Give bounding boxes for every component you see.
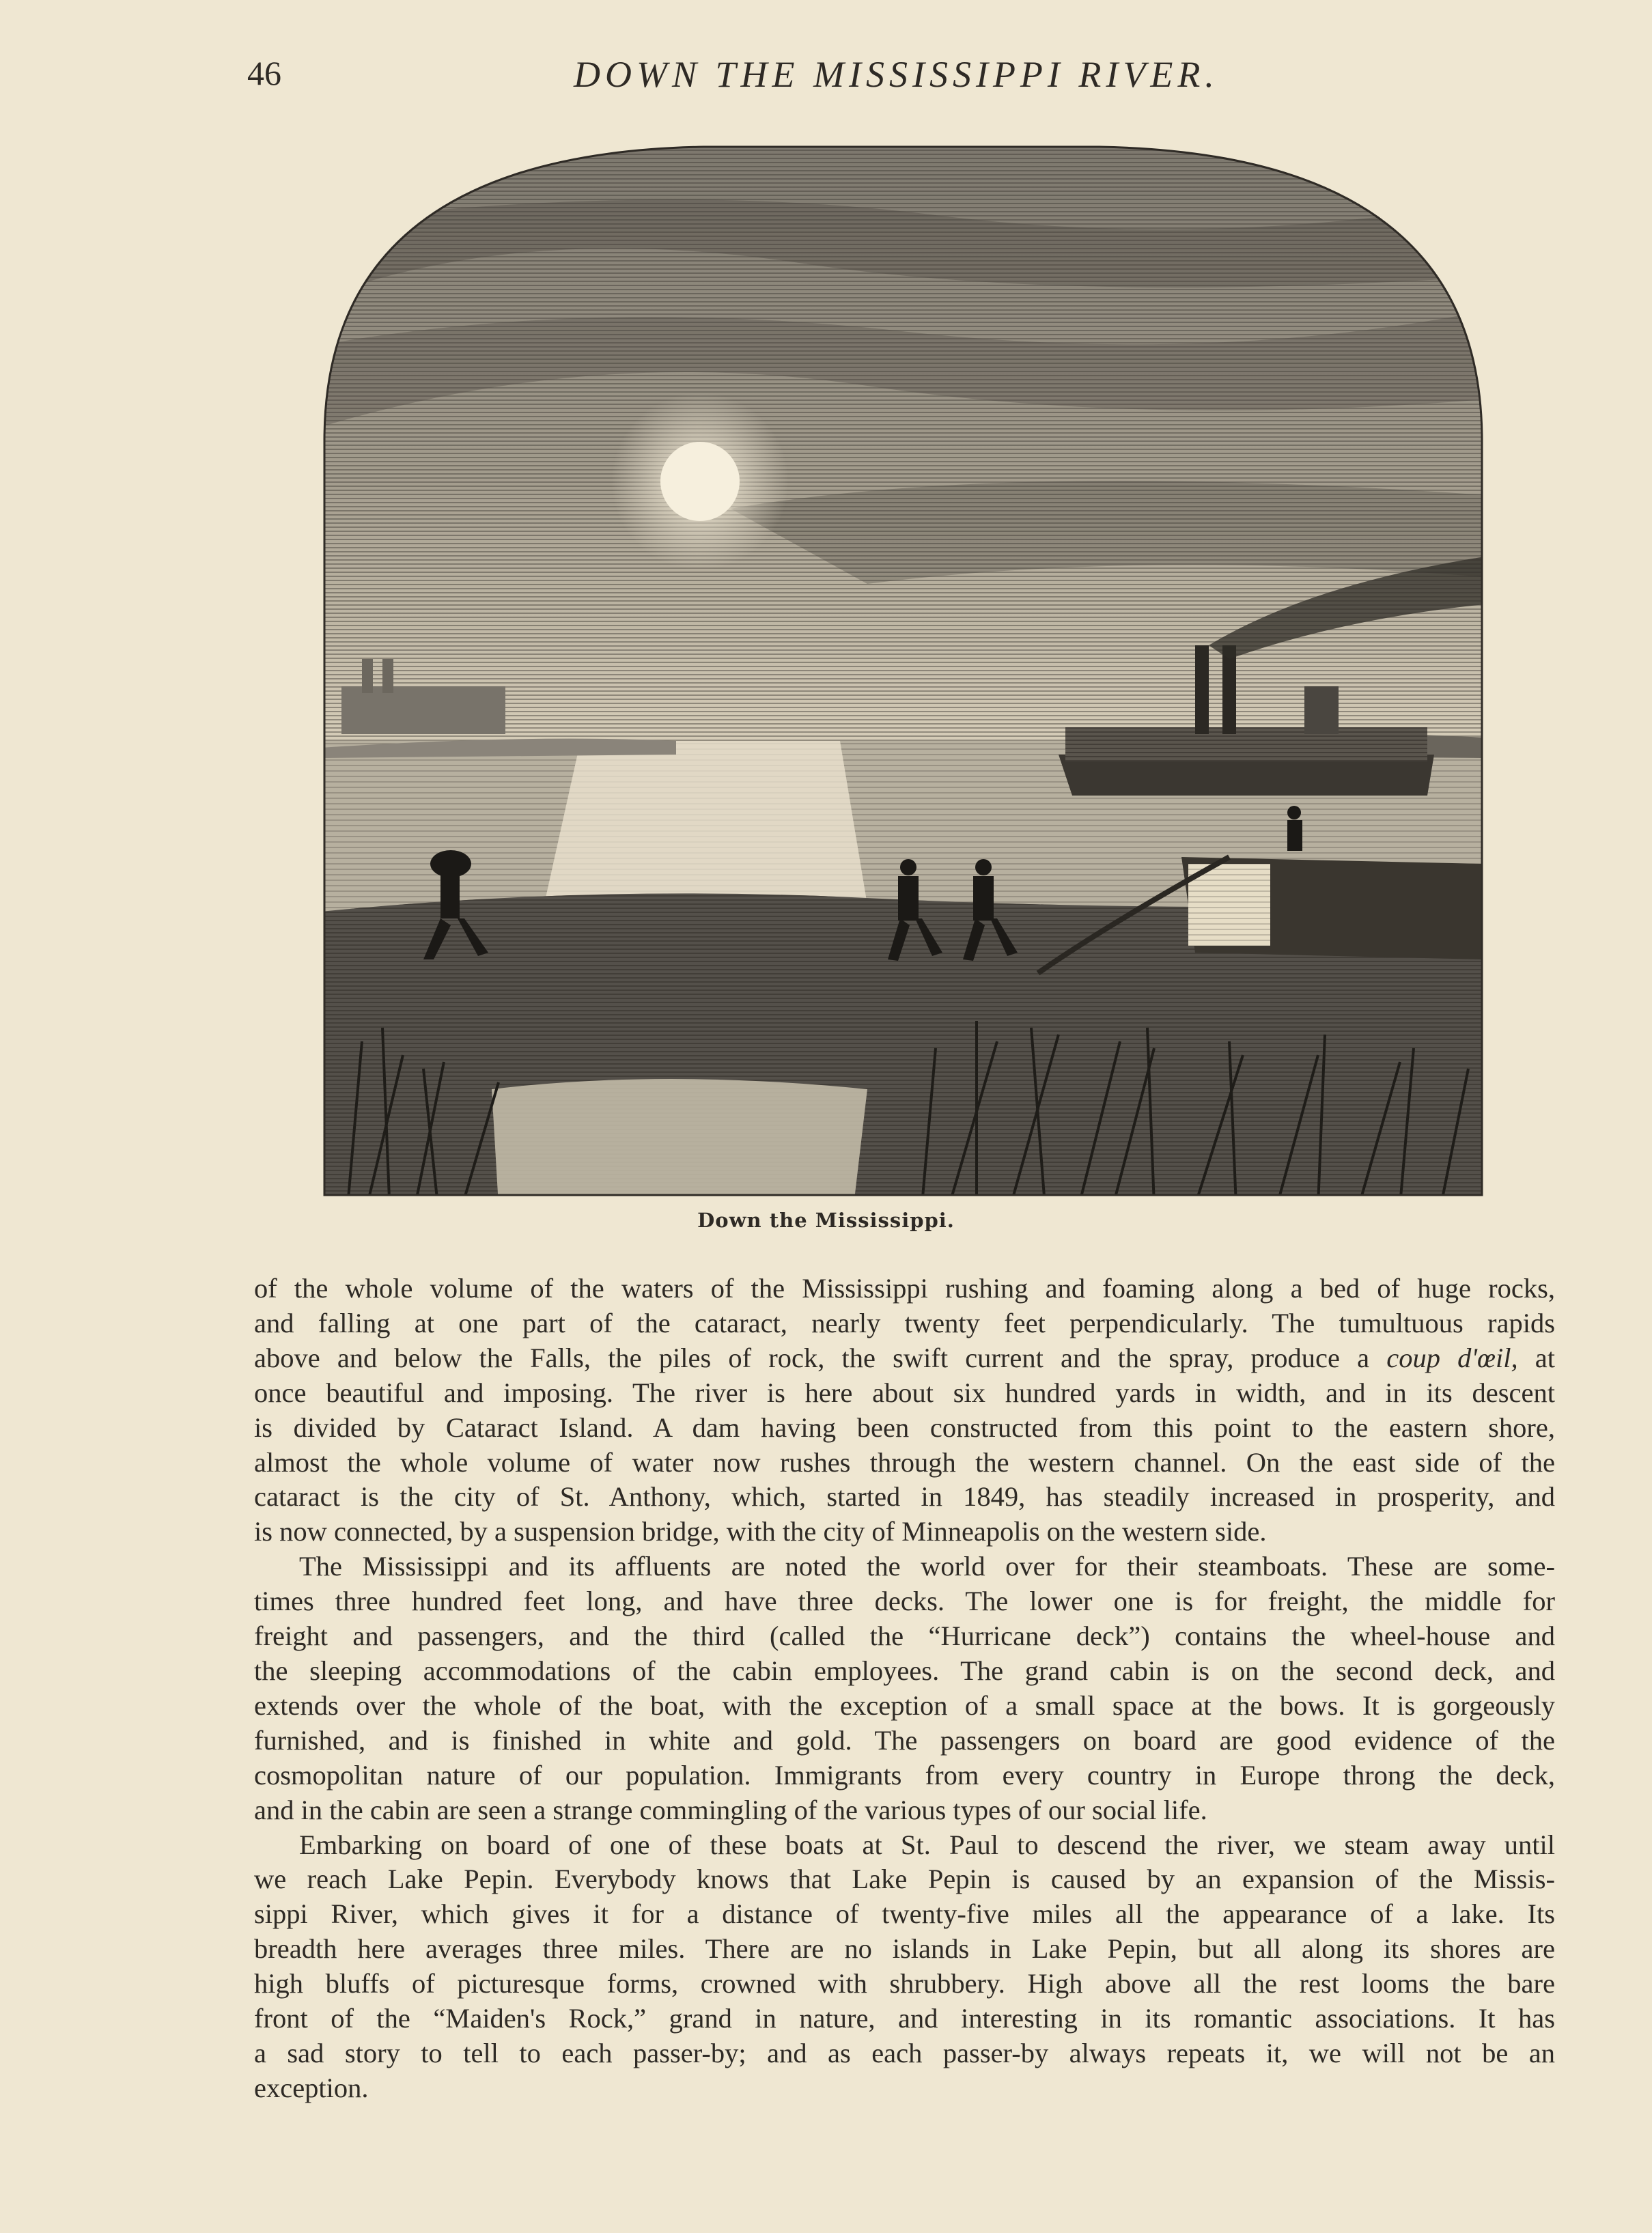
paragraph bbox=[254, 1828, 1555, 2106]
text-line bbox=[254, 1341, 1555, 1376]
text-line: breadth here averages three miles. There are no islands in Lake Pepin, but all along its shores are bbox=[254, 1933, 1555, 1965]
text-line-tail: at bbox=[1517, 1342, 1556, 1373]
engraving-illustration bbox=[321, 140, 1485, 1212]
text-line: cataract is the city of St. Anthony, which, started in 1849, has steadily increased in prosperity, and bbox=[254, 1481, 1555, 1513]
text-line: cosmopolitan nature of our population. Immigrants from every country in Europe throng the deck, bbox=[254, 1759, 1555, 1790]
text-line: furnished, and is finished in white and gold. The passengers on board are good evidence of the bbox=[254, 1724, 1555, 1756]
text-line: and falling at one part of the cataract, nearly twenty feet perpendicularly. The tumultuous rapids bbox=[254, 1307, 1555, 1338]
text-line: we reach Lake Pepin. Everybody knows that Lake Pepin is caused by an expansion of the Missis- bbox=[254, 1864, 1555, 1895]
text-line: and in the cabin are seen a strange commingling of the various types of our social life. bbox=[254, 1794, 1207, 1825]
text-line: high bluffs of picturesque forms, crowned with shrubbery. High above all the rest looms the bare bbox=[254, 1968, 1555, 1999]
text-line: is now connected, by a suspension bridge, with the city of Minneapolis on the western side. bbox=[254, 1516, 1267, 1547]
text-line: extends over the whole of the boat, with the exception of a small space at the bows. It is gorgeously bbox=[254, 1689, 1555, 1721]
paragraph bbox=[254, 1272, 1555, 1549]
text-line: exception. bbox=[254, 2072, 369, 2103]
text-line: Embarking on board of one of these boats at St. Paul to descend the river, we steam away until bbox=[299, 1829, 1555, 1860]
text-line-part: above and below the Falls, the piles of rock, the swift current and the spray, produce a bbox=[254, 1342, 1370, 1373]
body-text bbox=[254, 1272, 1555, 2106]
page-header bbox=[0, 53, 1652, 108]
text-line: a sad story to tell to each passer-by; and as each passer-by always repeats it, we will not be an bbox=[254, 2037, 1555, 2068]
paragraph bbox=[254, 1549, 1555, 1827]
text-line: the sleeping accommodations of the cabin employees. The grand cabin is on the second deck, and bbox=[254, 1655, 1555, 1686]
italic-phrase: coup d'œil, bbox=[1386, 1342, 1518, 1373]
running-head: DOWN THE MISSISSIPPI RIVER. bbox=[574, 54, 1219, 95]
text-line: once beautiful and imposing. The river is here about six hundred yards in width, and in its descent bbox=[254, 1377, 1555, 1408]
text-line: of the whole volume of the waters of the Mississippi rushing and foaming along a bed of huge rocks, bbox=[254, 1273, 1555, 1304]
page-number: 46 bbox=[247, 54, 281, 92]
text-line: is divided by Cataract Island. A dam having been constructed from this point to the eastern shore, bbox=[254, 1412, 1555, 1443]
text-line: front of the “Maiden's Rock,” grand in nature, and interesting in its romantic associations. It has bbox=[254, 2003, 1555, 2034]
text-line: The Mississippi and its affluents are noted the world over for their steamboats. These are some- bbox=[299, 1551, 1555, 1582]
figure-caption: Down the Mississippi. bbox=[697, 1209, 955, 1232]
text-line: almost the whole volume of water now rushes through the western channel. On the east side of the bbox=[254, 1446, 1555, 1478]
text-line: times three hundred feet long, and have three decks. The lower one is for freight, the middle for bbox=[254, 1586, 1555, 1617]
text-line: freight and passengers, and the third (called the “Hurricane deck”) contains the wheel-house and bbox=[254, 1620, 1555, 1652]
text-line: sippi River, which gives it for a distance of twenty-five miles all the appearance of a lake. Its bbox=[254, 1898, 1555, 1930]
